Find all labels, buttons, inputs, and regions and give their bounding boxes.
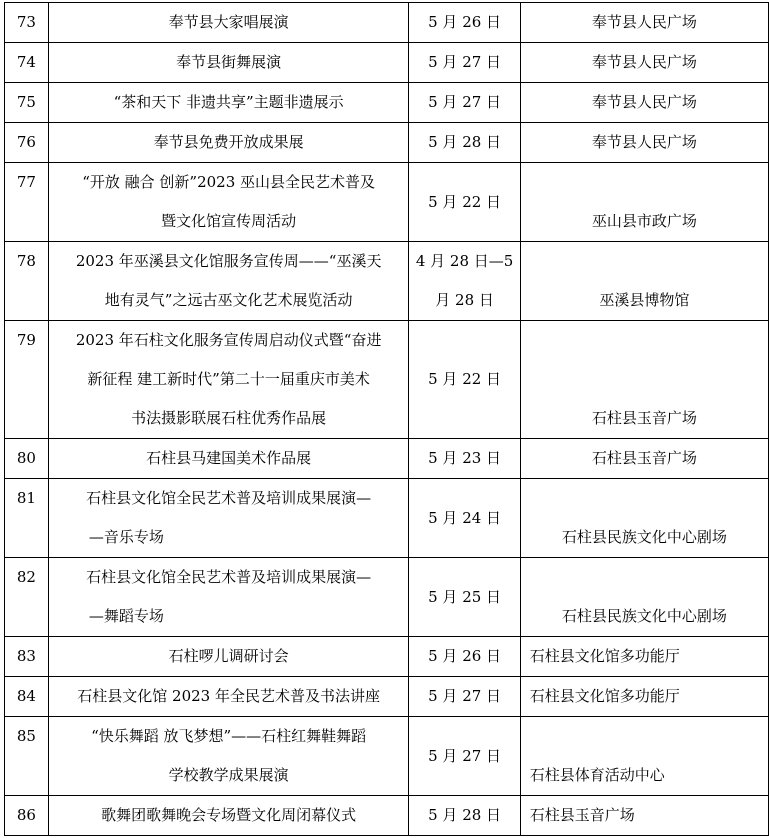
event-venue: 巫溪县博物馆 xyxy=(520,242,768,321)
event-date: 5 月 28 日 xyxy=(409,796,520,836)
row-number: 85 xyxy=(5,717,49,796)
table-row xyxy=(5,242,769,321)
event-venue: 石柱县民族文化中心剧场 xyxy=(520,558,768,637)
row-number: 74 xyxy=(5,43,49,83)
table-row xyxy=(5,43,769,83)
event-date: 4 月 28 日—5 月 28 日 xyxy=(409,242,520,321)
event-venue: 奉节县人民广场 xyxy=(520,83,768,123)
row-number: 75 xyxy=(5,83,49,123)
event-name: 石柱县文化馆全民艺术普及培训成果展演— —舞蹈专场 xyxy=(48,558,409,637)
table-row xyxy=(5,83,769,123)
row-number: 80 xyxy=(5,439,49,479)
table-row xyxy=(5,558,769,637)
row-number: 77 xyxy=(5,163,49,242)
event-date: 5 月 22 日 xyxy=(409,321,520,439)
table-row xyxy=(5,321,769,439)
row-number: 86 xyxy=(5,796,49,836)
event-name: “茶和天下 非遗共享”主题非遗展示 xyxy=(48,83,409,123)
row-number: 78 xyxy=(5,242,49,321)
table-row xyxy=(5,439,769,479)
event-date: 5 月 27 日 xyxy=(409,677,520,717)
event-venue: 奉节县人民广场 xyxy=(520,43,768,83)
event-venue: 奉节县人民广场 xyxy=(520,3,768,43)
event-name: “开放 融合 创新”2023 巫山县全民艺术普及 暨文化馆宣传周活动 xyxy=(48,163,409,242)
event-date: 5 月 24 日 xyxy=(409,479,520,558)
table-row xyxy=(5,3,769,43)
row-number: 82 xyxy=(5,558,49,637)
event-venue: 石柱县玉音广场 xyxy=(520,439,768,479)
event-date: 5 月 26 日 xyxy=(409,3,520,43)
event-name: 奉节县大家唱展演 xyxy=(48,3,409,43)
event-date: 5 月 25 日 xyxy=(409,558,520,637)
event-name: 石柱县文化馆全民艺术普及培训成果展演— —音乐专场 xyxy=(48,479,409,558)
event-name: 歌舞团歌舞晚会专场暨文化周闭幕仪式 xyxy=(48,796,409,836)
events-table xyxy=(4,2,769,836)
event-date: 5 月 23 日 xyxy=(409,439,520,479)
row-number: 79 xyxy=(5,321,49,439)
event-date: 5 月 27 日 xyxy=(409,83,520,123)
table-row xyxy=(5,479,769,558)
table-row xyxy=(5,677,769,717)
event-date: 5 月 22 日 xyxy=(409,163,520,242)
event-name: 石柱县文化馆 2023 年全民艺术普及书法讲座 xyxy=(48,677,409,717)
row-number: 83 xyxy=(5,637,49,677)
table-row xyxy=(5,163,769,242)
event-venue: 石柱县民族文化中心剧场 xyxy=(520,479,768,558)
table-row xyxy=(5,637,769,677)
table-row xyxy=(5,717,769,796)
event-venue: 石柱县玉音广场 xyxy=(520,321,768,439)
event-venue: 石柱县体育活动中心 xyxy=(520,717,768,796)
event-name: 2023 年石柱文化服务宣传周启动仪式暨“奋进 新征程 建工新时代”第二十一届重庆市美术 书法摄影联展石柱优秀作品展 xyxy=(48,321,409,439)
event-date: 5 月 28 日 xyxy=(409,123,520,163)
row-number: 76 xyxy=(5,123,49,163)
row-number: 84 xyxy=(5,677,49,717)
event-date: 5 月 27 日 xyxy=(409,717,520,796)
table-row xyxy=(5,123,769,163)
event-name: 奉节县免费开放成果展 xyxy=(48,123,409,163)
row-number: 81 xyxy=(5,479,49,558)
event-name: 奉节县街舞展演 xyxy=(48,43,409,83)
table-row xyxy=(5,796,769,836)
event-name: 2023 年巫溪县文化馆服务宣传周——“巫溪天 地有灵气”之远古巫文化艺术展览活动 xyxy=(48,242,409,321)
row-number: 73 xyxy=(5,3,49,43)
event-venue: 巫山县市政广场 xyxy=(520,163,768,242)
event-date: 5 月 26 日 xyxy=(409,637,520,677)
event-venue: 石柱县文化馆多功能厅 xyxy=(520,637,768,677)
event-venue: 奉节县人民广场 xyxy=(520,123,768,163)
event-name: 石柱县马建国美术作品展 xyxy=(48,439,409,479)
event-date: 5 月 27 日 xyxy=(409,43,520,83)
event-venue: 石柱县文化馆多功能厅 xyxy=(520,677,768,717)
event-name: 石柱啰儿调研讨会 xyxy=(48,637,409,677)
event-venue: 石柱县玉音广场 xyxy=(520,796,768,836)
event-name: “快乐舞蹈 放飞梦想”——石柱红舞鞋舞蹈 学校教学成果展演 xyxy=(48,717,409,796)
